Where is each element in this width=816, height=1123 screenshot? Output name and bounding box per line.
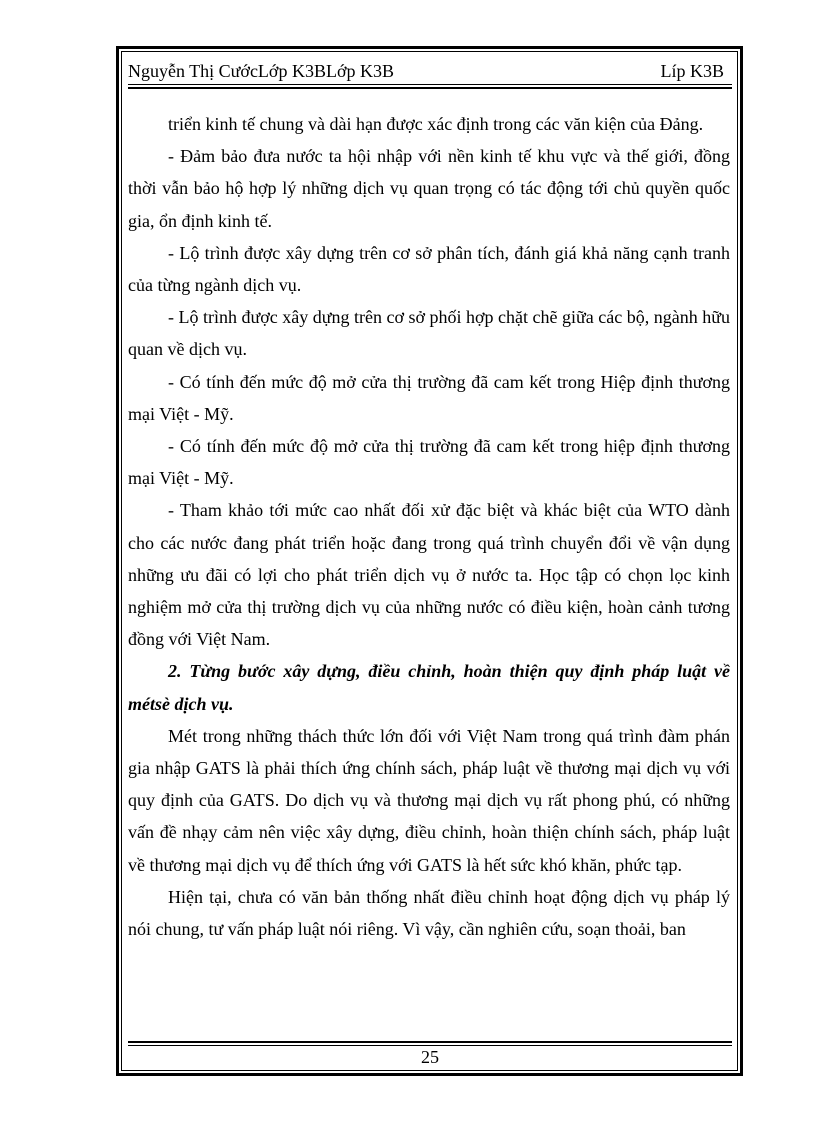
paragraph: Hiện tại, chưa có văn bản thống nhất điều chỉnh hoạt động dịch vụ pháp lý nói chung, tư vấn pháp luật nói riêng. Vì vậy, cần nghiên cứu, soạn thoải, ban [128, 886, 730, 940]
footer-rule-thick [128, 1041, 732, 1043]
document-body [128, 108, 730, 945]
paragraph: Mét trong những thách thức lớn đối với Việt Nam trong quá trình đàm phán gia nhập GATS là phải thích ứng chính sách, pháp luật về thương mại dịch vụ với quy định của GATS. Do dịch vụ và thương mại dịch vụ rất phong phú, có những vấn đề nhạy cảm nên việc xây dựng, điều chỉnh, hoàn thiện chính sách, pháp luật về thương mại dịch vụ để thích ứng với GATS là hết sức khó khăn, phức tạp. [128, 725, 730, 875]
paragraph: triển kinh tế chung và dài hạn được xác định trong các văn kiện của Đảng. [168, 114, 704, 134]
bullet-paragraph: - Tham khảo tới mức cao nhất đối xử đặc biệt và khác biệt của WTO dành cho các nước đang phát triển hoặc đang trong quá trình chuyển đổi về vận dụng những ưu đãi có lợi cho phát triển dịch vụ ở nước ta. Học tập có chọn lọc kinh nghiệm mở cửa thị trường dịch vụ của những nước có điều kiện, hoàn cảnh tương đồng với Việt Nam. [128, 500, 730, 650]
header-class-label: Líp K3B [660, 61, 724, 81]
header-rule [128, 84, 732, 85]
section-heading: 2. Từng bước xây dựng, điều chỉnh, hoàn thiện quy định pháp luật về métsè dịch vụ. [128, 661, 730, 714]
header-author-class: Nguyễn Thị CướcLớp K3BLớp K3B [128, 61, 394, 81]
page-number: 25 [421, 1047, 439, 1067]
bullet-paragraph: - Đảm bảo đưa nước ta hội nhập với nền kinh tế khu vực và thế giới, đồng thời vẫn bảo hộ hợp lý những dịch vụ quan trọng có tác động tới chủ quyền quốc gia, ổn định kinh tế. [128, 146, 730, 231]
page-header [128, 58, 730, 84]
bullet-paragraph: - Có tính đến mức độ mở cửa thị trường đã cam kết trong Hiệp định thương mại Việt - Mỹ. [128, 371, 730, 424]
header-rule-thick [128, 87, 732, 89]
bullet-paragraph: - Lộ trình được xây dựng trên cơ sở phối hợp chặt chẽ giữa các bộ, ngành hữu quan về dịch vụ. [128, 307, 730, 360]
bullet-paragraph: - Lộ trình được xây dựng trên cơ sở phân tích, đánh giá khả năng cạnh tranh của từng ngành dịch vụ. [128, 242, 730, 296]
bullet-paragraph: - Có tính đến mức độ mở cửa thị trường đã cam kết trong hiệp định thương mại Việt - Mỹ. [128, 436, 730, 489]
